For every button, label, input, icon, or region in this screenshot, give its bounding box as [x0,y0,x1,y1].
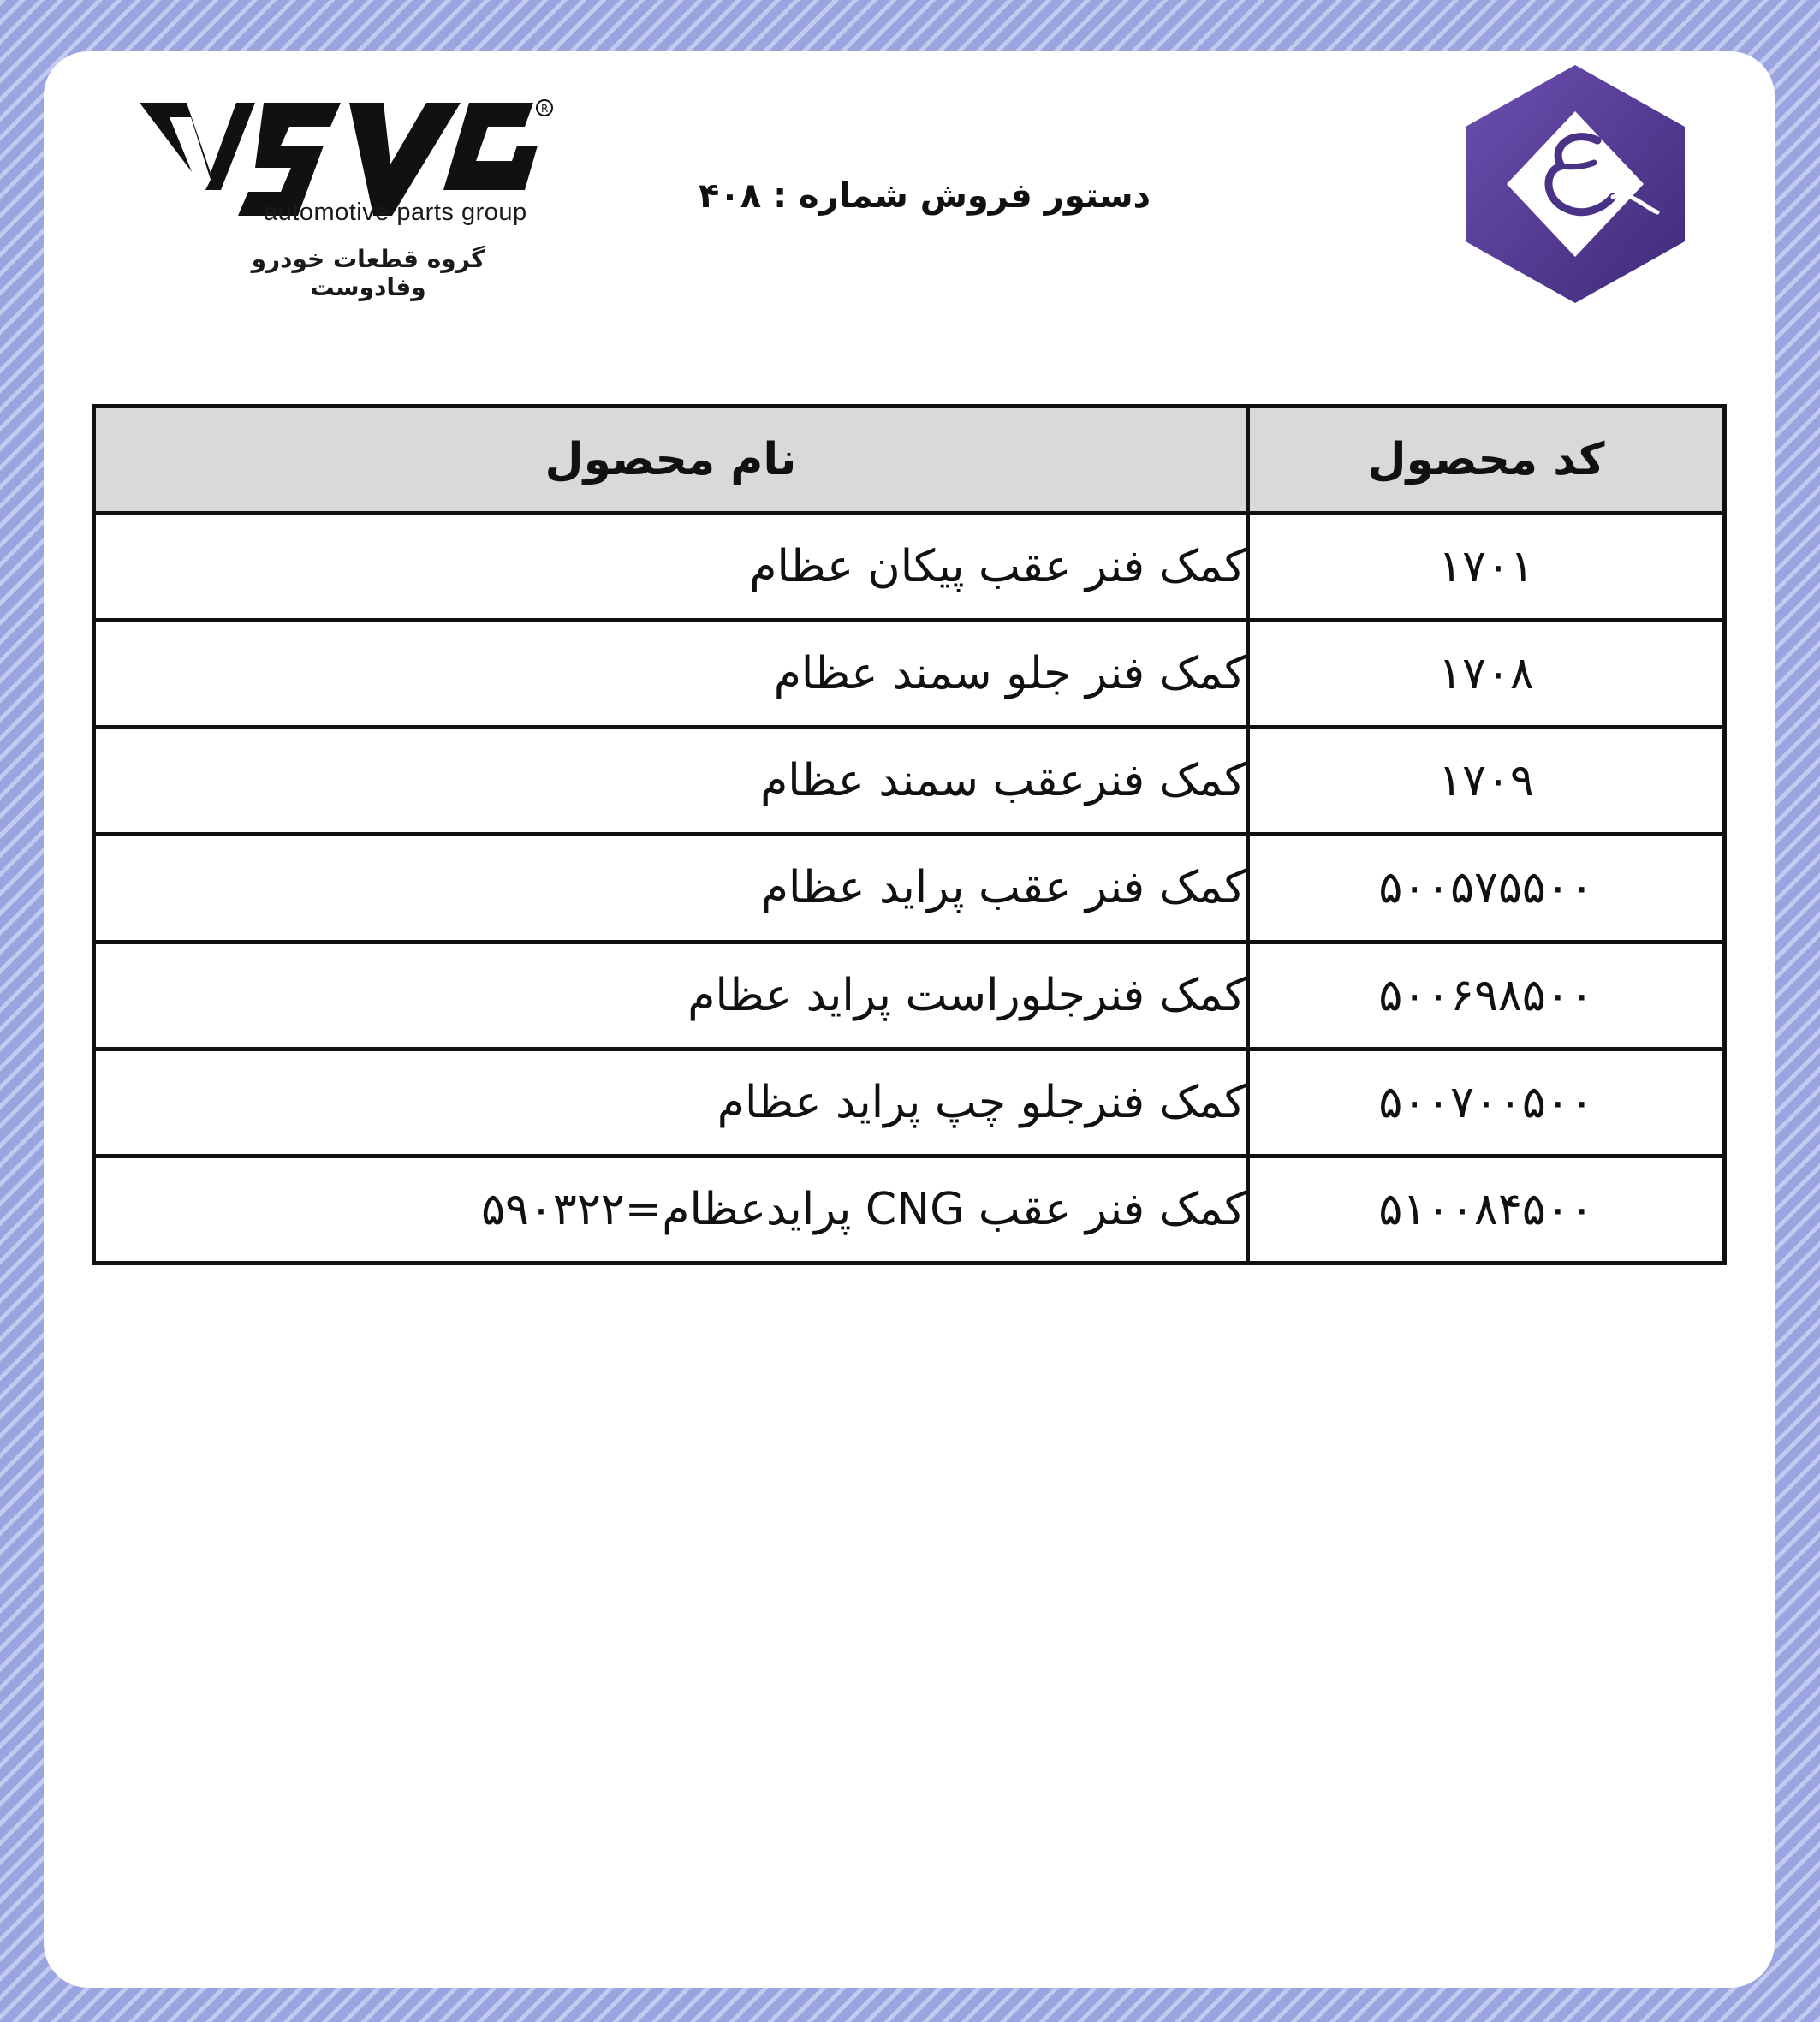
product-name: کمک فنر عقب CNG پرایدعظام=۵۹۰۳۲۲ [94,1156,1248,1263]
product-name: کمک فنرعقب سمند عظام [94,728,1248,835]
table-row [94,835,1725,942]
product-code: ۱۷۰۱ [1248,514,1725,621]
product-code: ۱۷۰۸ [1248,621,1725,728]
table-row [94,1156,1725,1263]
product-name: کمک فنر عقب پراید عظام [94,835,1248,942]
svg-text:R: R [541,103,549,115]
header-product-name: نام محصول [94,407,1248,514]
brand-persian-name: گروه قطعات خودرو وفادوست [251,245,485,301]
table-row [94,942,1725,1049]
product-code: ۱۷۰۹ [1248,728,1725,835]
table-row [94,621,1725,728]
product-name: کمک فنرجلوراست پراید عظام [94,942,1248,1049]
product-code: ۵۰۰۷۰۰۵۰۰ [1248,1049,1725,1156]
brand-subtitle: automotive parts group [264,199,527,226]
product-code: ۵۰۰۵۷۵۵۰۰ [1248,835,1725,942]
table-header-row [94,407,1725,514]
product-code: ۵۱۰۰۸۴۵۰۰ [1248,1156,1725,1263]
e-hexagon-logo [1460,62,1690,306]
table-row [94,728,1725,835]
products-table [92,404,1727,1265]
table-row [94,514,1725,621]
product-code: ۵۰۰۶۹۸۵۰۰ [1248,942,1725,1049]
table-row [94,1049,1725,1156]
product-name: کمک فنر جلو سمند عظام [94,621,1248,728]
header-product-code: کد محصول [1248,407,1725,514]
product-name: کمک فنرجلو چپ پراید عظام [94,1049,1248,1156]
sales-order-title: دستور فروش شماره : ۴۰۸ [698,176,1151,216]
product-name: کمک فنر عقب پیکان عظام [94,514,1248,621]
